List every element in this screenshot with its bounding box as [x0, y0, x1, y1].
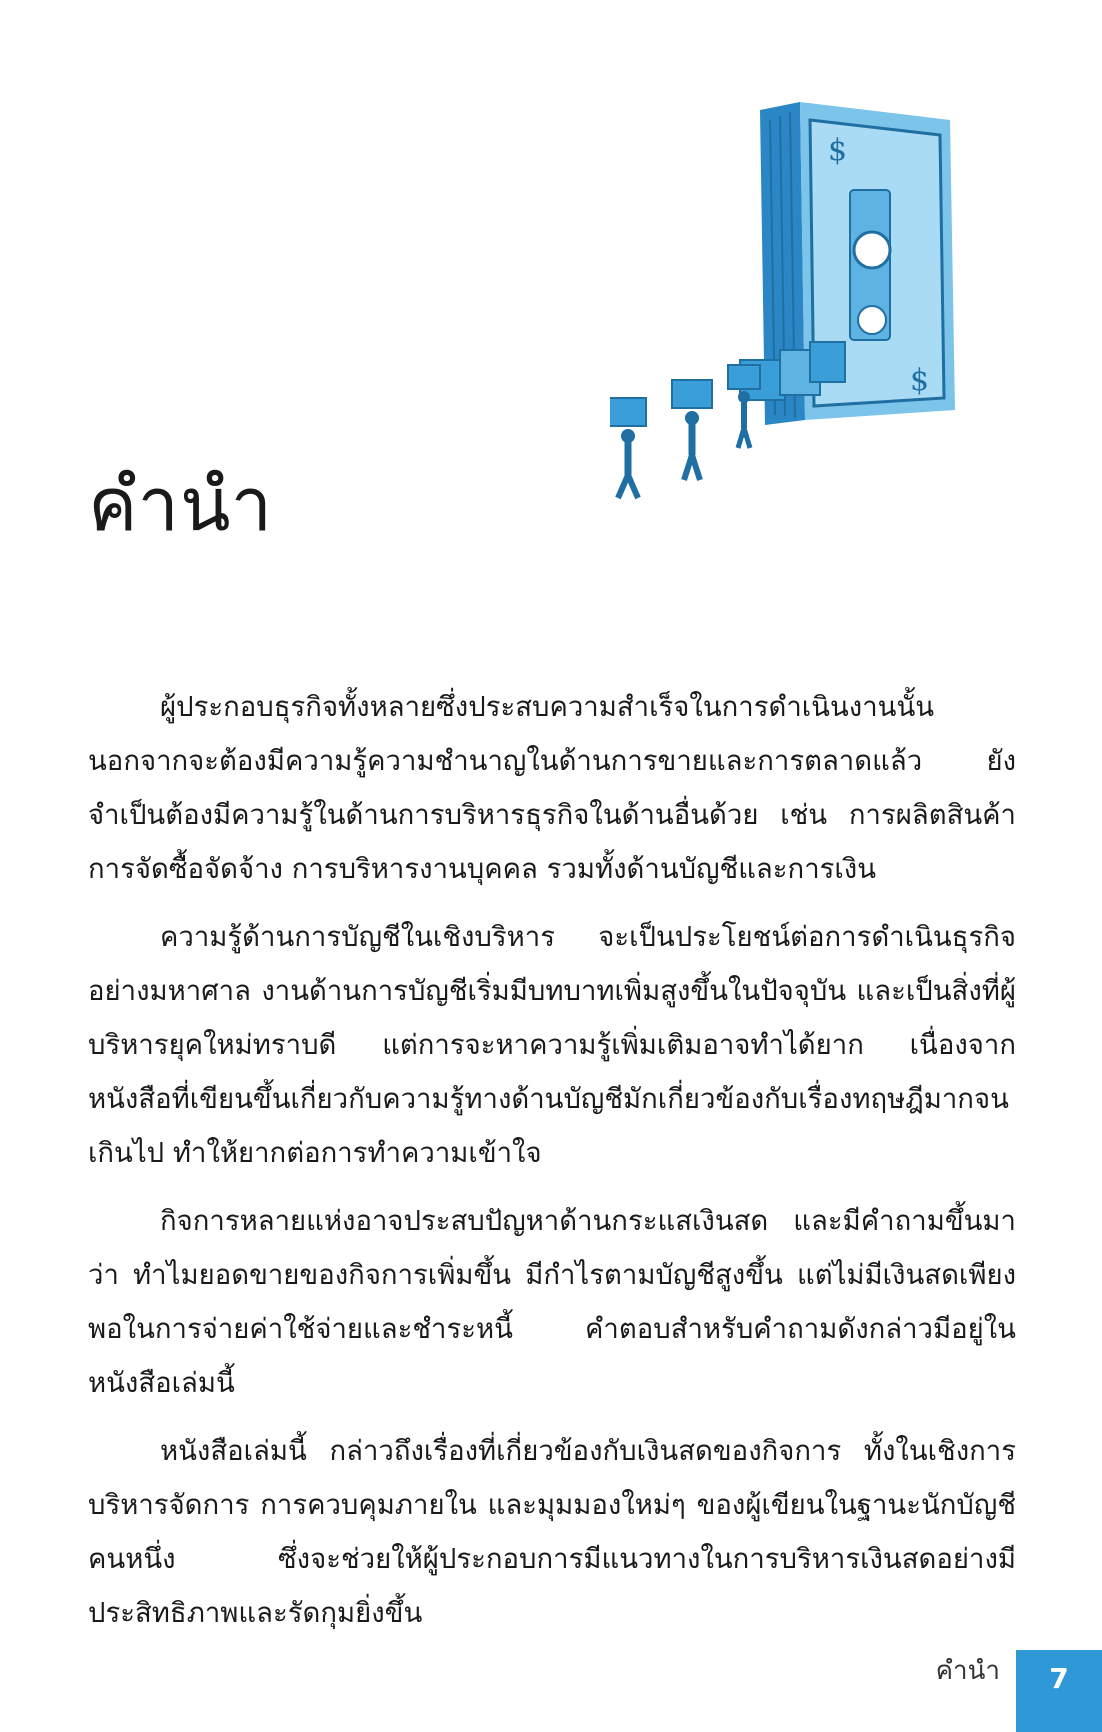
paragraph: กิจการหลายแห่งอาจประสบปัญหาด้านกระแสเงินสด และมีคำถามขึ้นมาว่า ทำไมยอดขายของกิจการเพิ่มขึ้น มีกำไรตามบัญชีสูงขึ้น แต่ไม่มีเงินสดเพียงพอในการจ่ายค่าใช้จ่ายและชำระหนี้ คำตอบสำหรับคำถามดังกล่าวมีอยู่ในหนังสือเล่มนี้: [88, 1205, 1016, 1399]
preface-body: [88, 680, 1016, 1654]
paragraph: หนังสือเล่มนี้ กล่าวถึงเรื่องที่เกี่ยวข้องกับเงินสดของกิจการ ทั้งในเชิงการบริหารจัดการ การควบคุมภายใน และมุมมองใหม่ๆ ของผู้เขียนในฐานะนักบัญชีคนหนึ่ง ซึ่งจะช่วยให้ผู้ประกอบการมีแนวทางในการบริหารเงินสดอย่างมีประสิทธิภาพและรัดกุมยิ่งขึ้น: [88, 1435, 1016, 1629]
page-number-badge: [1016, 1650, 1102, 1732]
worker-carrying-box-icon: [728, 365, 760, 448]
worker-carrying-box-icon: [610, 398, 646, 498]
paragraph: ผู้ประกอบธุรกิจทั้งหลายซึ่งประสบความสำเร็จในการดำเนินงานนั้น นอกจากจะต้องมีความรู้ความชำนาญในด้านการขายและการตลาดแล้ว ยังจำเป็นต้องมีความรู้ในด้านการบริหารธุรกิจในด้านอื่นด้วย เช่น การผลิตสินค้า การจัดซื้อจัดจ้าง การบริหารงานบุคคล รวมทั้งด้านบัญชีและการเงิน: [88, 691, 1016, 885]
svg-text:$: $: [910, 363, 930, 398]
money-stack-workers-illustration: [610, 80, 1022, 500]
page-number: 7: [1049, 1661, 1069, 1695]
paragraph: ความรู้ด้านการบัญชีในเชิงบริหาร จะเป็นประโยชน์ต่อการดำเนินธุรกิจอย่างมหาศาล งานด้านการบัญชีเริ่มมีบทบาทเพิ่มสูงขึ้นในปัจจุบัน และเป็นสิ่งที่ผู้บริหารยุคใหม่ทราบดี แต่การจะหาความรู้เพิ่มเติมอาจทำได้ยาก เนื่องจากหนังสือที่เขียนขึ้นเกี่ยวกับความรู้ทางด้านบัญชีมักเกี่ยวข้องกับเรื่องทฤษฎีมากจนเกินไป ทำให้ยากต่อการทำความเข้าใจ: [88, 921, 1016, 1169]
page-title: คำนำ: [88, 461, 274, 548]
svg-text:$: $: [828, 133, 848, 168]
illustration-svg: [610, 80, 1022, 500]
footer-section-label: คำนำ: [935, 1656, 1000, 1686]
worker-carrying-box-icon: [672, 380, 712, 480]
